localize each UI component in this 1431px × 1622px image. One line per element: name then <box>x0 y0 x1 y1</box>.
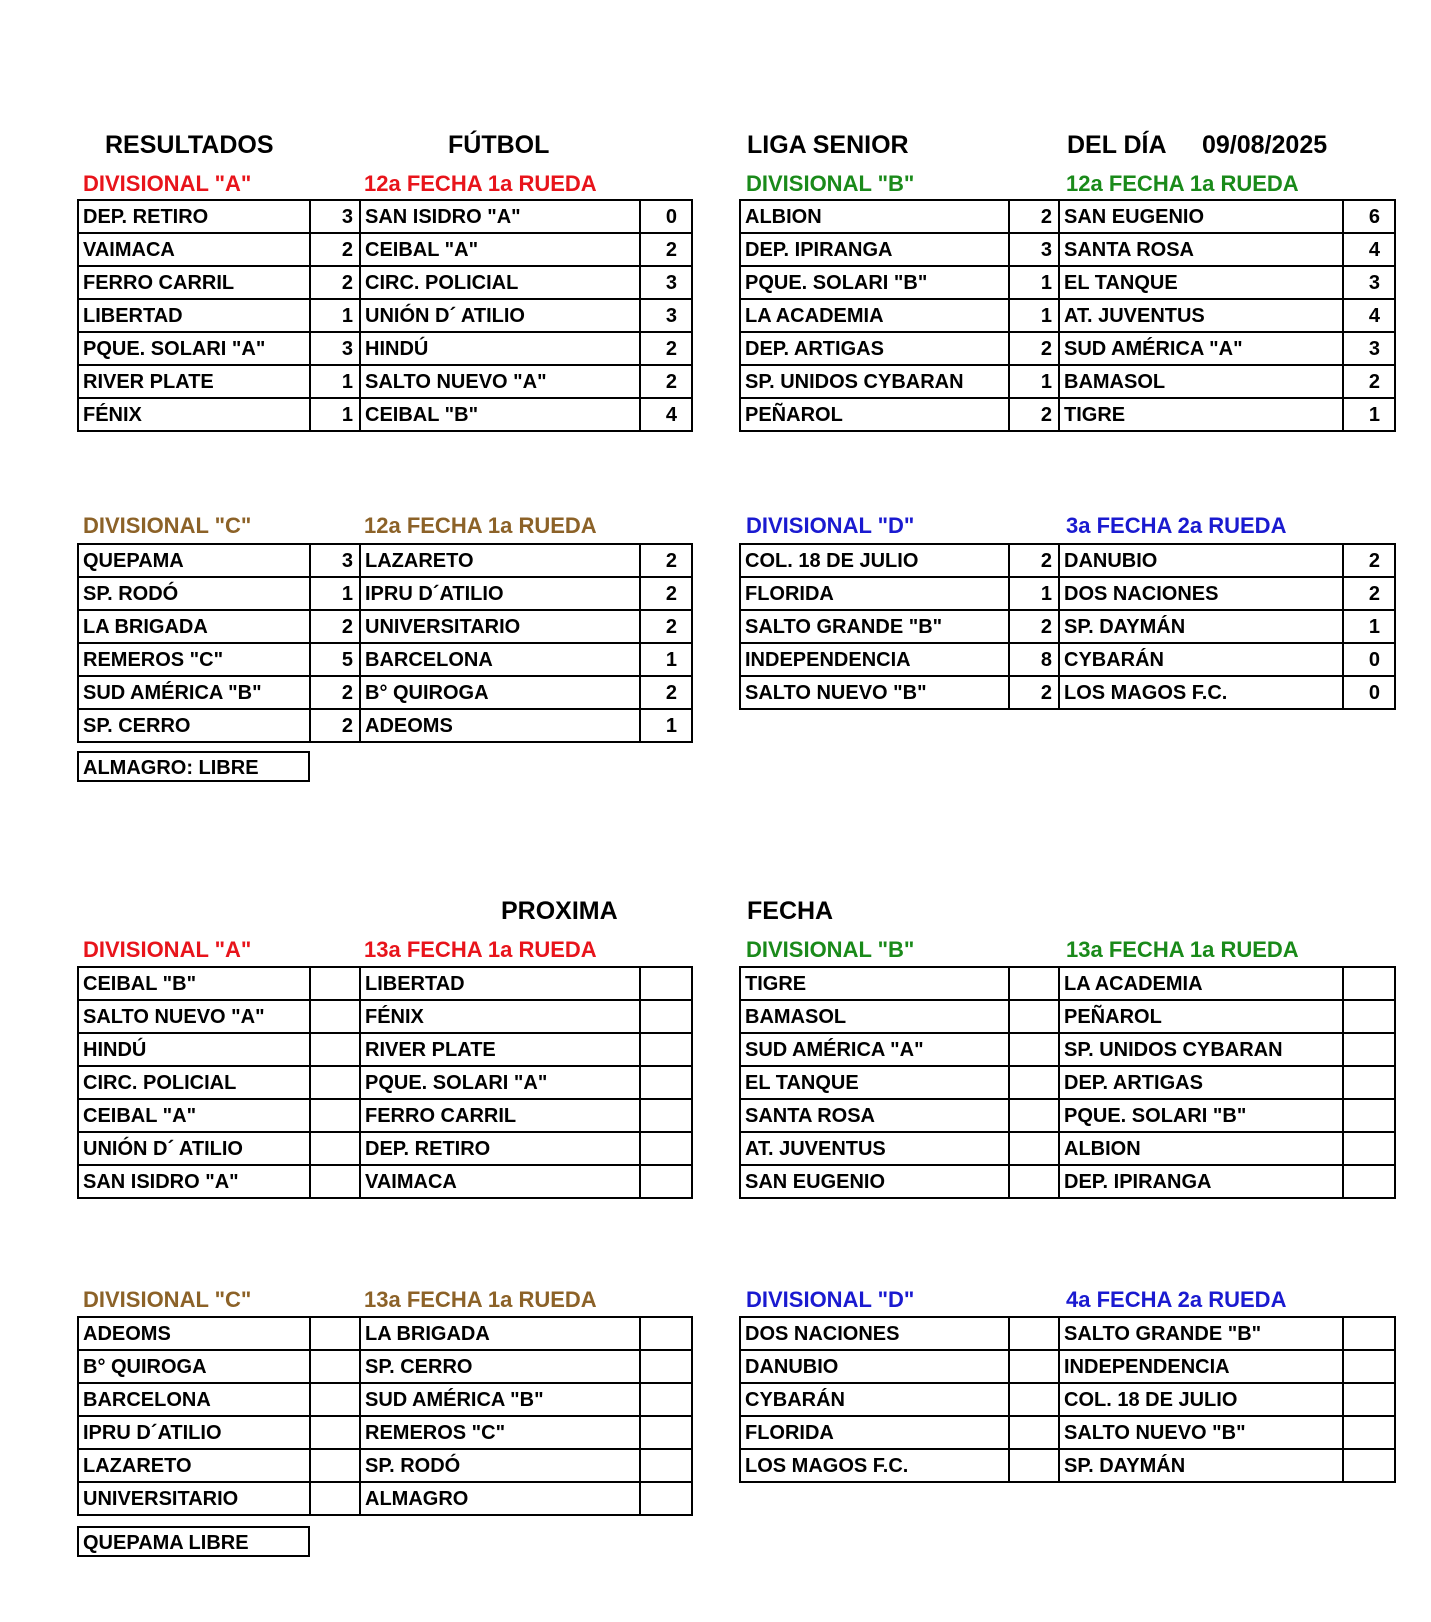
away-team-cell: DEP. ARTIGAS <box>1059 1066 1343 1099</box>
away-score-cell <box>640 967 692 1000</box>
away-score-cell <box>1343 1033 1395 1066</box>
next-d-round: 4a FECHA 2a RUEDA <box>1066 1287 1287 1312</box>
away-score-cell: 2 <box>1343 544 1395 577</box>
away-team-cell: SP. DAYMÁN <box>1059 610 1343 643</box>
away-team-cell: SAN ISIDRO "A" <box>360 200 640 233</box>
match-row <box>78 577 692 610</box>
home-team-cell: LIBERTAD <box>78 299 310 332</box>
away-team-cell: RIVER PLATE <box>360 1033 640 1066</box>
match-row <box>78 1099 692 1132</box>
home-score-cell <box>310 1317 360 1350</box>
home-team-cell: DANUBIO <box>740 1350 1009 1383</box>
home-team-cell: FLORIDA <box>740 1416 1009 1449</box>
home-score-cell <box>1009 1317 1059 1350</box>
match-row <box>78 1449 692 1482</box>
match-row <box>78 365 692 398</box>
away-team-cell: ADEOMS <box>360 709 640 742</box>
home-team-cell: RIVER PLATE <box>78 365 310 398</box>
home-score-cell <box>310 1449 360 1482</box>
next-b-division: DIVISIONAL "B" <box>746 937 915 962</box>
home-team-cell: DEP. ARTIGAS <box>740 332 1009 365</box>
match-row <box>740 398 1395 431</box>
away-team-cell: IPRU D´ATILIO <box>360 577 640 610</box>
away-score-cell: 3 <box>1343 266 1395 299</box>
away-team-cell: SAN EUGENIO <box>1059 200 1343 233</box>
home-team-cell: ADEOMS <box>78 1317 310 1350</box>
away-team-cell: AT. JUVENTUS <box>1059 299 1343 332</box>
away-score-cell <box>1343 1066 1395 1099</box>
home-team-cell: SP. UNIDOS CYBARAN <box>740 365 1009 398</box>
away-team-cell: FERRO CARRIL <box>360 1099 640 1132</box>
home-team-cell: UNIÓN D´ ATILIO <box>78 1132 310 1165</box>
next-a-division: DIVISIONAL "A" <box>83 937 252 962</box>
away-score-cell <box>640 1449 692 1482</box>
away-team-cell: EL TANQUE <box>1059 266 1343 299</box>
home-score-cell <box>310 1350 360 1383</box>
home-score-cell: 1 <box>1009 266 1059 299</box>
next-c-round: 13a FECHA 1a RUEDA <box>364 1287 597 1312</box>
away-team-cell: ALBION <box>1059 1132 1343 1165</box>
match-row <box>78 1383 692 1416</box>
home-team-cell: REMEROS "C" <box>78 643 310 676</box>
match-row <box>740 967 1395 1000</box>
away-score-cell: 0 <box>1343 643 1395 676</box>
home-score-cell <box>310 1383 360 1416</box>
match-row <box>740 1165 1395 1198</box>
home-score-cell <box>1009 1383 1059 1416</box>
home-score-cell: 3 <box>310 332 360 365</box>
home-score-cell <box>310 1066 360 1099</box>
away-score-cell <box>640 1033 692 1066</box>
results-b-round: 12a FECHA 1a RUEDA <box>1066 171 1299 196</box>
home-team-cell: LA BRIGADA <box>78 610 310 643</box>
away-team-cell: LA BRIGADA <box>360 1317 640 1350</box>
home-team-cell: SALTO NUEVO "B" <box>740 676 1009 709</box>
match-row <box>740 233 1395 266</box>
away-team-cell: SUD AMÉRICA "A" <box>1059 332 1343 365</box>
match-row <box>78 1000 692 1033</box>
home-score-cell: 2 <box>1009 200 1059 233</box>
home-team-cell: AT. JUVENTUS <box>740 1132 1009 1165</box>
away-score-cell: 3 <box>640 299 692 332</box>
away-score-cell <box>640 1317 692 1350</box>
match-row <box>78 676 692 709</box>
home-team-cell: HINDÚ <box>78 1033 310 1066</box>
match-row <box>78 709 692 742</box>
away-score-cell: 2 <box>1343 365 1395 398</box>
home-team-cell: CEIBAL "B" <box>78 967 310 1000</box>
home-team-cell: INDEPENDENCIA <box>740 643 1009 676</box>
away-score-cell <box>640 1165 692 1198</box>
away-score-cell: 2 <box>640 544 692 577</box>
away-score-cell: 6 <box>1343 200 1395 233</box>
away-team-cell: SP. DAYMÁN <box>1059 1449 1343 1482</box>
home-score-cell: 2 <box>310 233 360 266</box>
away-score-cell: 2 <box>640 332 692 365</box>
home-team-cell: SP. RODÓ <box>78 577 310 610</box>
match-row <box>740 544 1395 577</box>
home-team-cell: VAIMACA <box>78 233 310 266</box>
home-score-cell: 2 <box>310 709 360 742</box>
match-row <box>740 299 1395 332</box>
results-d-round: 3a FECHA 2a RUEDA <box>1066 513 1287 538</box>
match-row <box>78 967 692 1000</box>
home-team-cell: DOS NACIONES <box>740 1317 1009 1350</box>
away-team-cell: UNIVERSITARIO <box>360 610 640 643</box>
home-team-cell: LOS MAGOS F.C. <box>740 1449 1009 1482</box>
home-team-cell: LAZARETO <box>78 1449 310 1482</box>
home-team-cell: FÉNIX <box>78 398 310 431</box>
results-b-division: DIVISIONAL "B" <box>746 171 915 196</box>
away-score-cell: 1 <box>640 709 692 742</box>
away-team-cell: BARCELONA <box>360 643 640 676</box>
home-score-cell: 1 <box>310 398 360 431</box>
home-score-cell: 1 <box>1009 299 1059 332</box>
results-a-division: DIVISIONAL "A" <box>83 171 252 196</box>
home-team-cell: BARCELONA <box>78 1383 310 1416</box>
away-team-cell: LIBERTAD <box>360 967 640 1000</box>
away-score-cell <box>640 1066 692 1099</box>
away-team-cell: TIGRE <box>1059 398 1343 431</box>
away-score-cell <box>1343 1099 1395 1132</box>
away-team-cell: SUD AMÉRICA "B" <box>360 1383 640 1416</box>
home-score-cell: 2 <box>310 610 360 643</box>
away-score-cell <box>1343 1132 1395 1165</box>
title-proxima: PROXIMA <box>501 897 618 925</box>
match-row <box>740 1033 1395 1066</box>
match-row <box>740 332 1395 365</box>
home-score-cell: 2 <box>1009 332 1059 365</box>
home-team-cell: SALTO GRANDE "B" <box>740 610 1009 643</box>
home-score-cell: 1 <box>310 299 360 332</box>
home-team-cell: LA ACADEMIA <box>740 299 1009 332</box>
home-team-cell: ALBION <box>740 200 1009 233</box>
away-score-cell <box>1343 1165 1395 1198</box>
away-score-cell: 3 <box>1343 332 1395 365</box>
away-score-cell <box>640 1099 692 1132</box>
results-a-table <box>77 199 693 432</box>
next-a-table <box>77 966 693 1199</box>
away-team-cell: DEP. RETIRO <box>360 1132 640 1165</box>
home-team-cell: UNIVERSITARIO <box>78 1482 310 1515</box>
home-score-cell <box>310 1165 360 1198</box>
away-score-cell: 4 <box>640 398 692 431</box>
results-c-free: ALMAGRO: LIBRE <box>77 751 310 782</box>
match-row <box>740 200 1395 233</box>
away-score-cell: 2 <box>640 577 692 610</box>
title-del-dia: DEL DÍA <box>1067 131 1167 159</box>
home-score-cell <box>310 1132 360 1165</box>
results-d-table <box>739 543 1396 710</box>
home-score-cell <box>1009 967 1059 1000</box>
home-score-cell <box>310 1482 360 1515</box>
home-team-cell: SAN EUGENIO <box>740 1165 1009 1198</box>
results-b-table <box>739 199 1396 432</box>
home-team-cell: PEÑAROL <box>740 398 1009 431</box>
match-row <box>78 643 692 676</box>
home-score-cell <box>1009 1066 1059 1099</box>
away-team-cell: SALTO NUEVO "A" <box>360 365 640 398</box>
away-score-cell <box>1343 1000 1395 1033</box>
next-b-table <box>739 966 1396 1199</box>
match-row <box>740 1066 1395 1099</box>
away-team-cell: DEP. IPIRANGA <box>1059 1165 1343 1198</box>
match-row <box>740 1000 1395 1033</box>
match-row <box>740 266 1395 299</box>
away-score-cell: 2 <box>640 233 692 266</box>
away-score-cell <box>1343 1449 1395 1482</box>
away-team-cell: COL. 18 DE JULIO <box>1059 1383 1343 1416</box>
away-team-cell: PEÑAROL <box>1059 1000 1343 1033</box>
home-team-cell: CIRC. POLICIAL <box>78 1066 310 1099</box>
match-row <box>78 1416 692 1449</box>
home-team-cell: B° QUIROGA <box>78 1350 310 1383</box>
home-score-cell: 2 <box>1009 676 1059 709</box>
match-row <box>78 200 692 233</box>
home-score-cell: 2 <box>1009 544 1059 577</box>
away-team-cell: B° QUIROGA <box>360 676 640 709</box>
match-row <box>740 1383 1395 1416</box>
home-team-cell: CEIBAL "A" <box>78 1099 310 1132</box>
away-score-cell <box>640 1132 692 1165</box>
home-score-cell: 3 <box>310 544 360 577</box>
away-team-cell: INDEPENDENCIA <box>1059 1350 1343 1383</box>
home-score-cell <box>1009 1099 1059 1132</box>
match-row <box>78 1066 692 1099</box>
home-team-cell: DEP. IPIRANGA <box>740 233 1009 266</box>
away-team-cell: SP. CERRO <box>360 1350 640 1383</box>
home-score-cell: 3 <box>1009 233 1059 266</box>
away-team-cell: SALTO GRANDE "B" <box>1059 1317 1343 1350</box>
away-score-cell <box>640 1383 692 1416</box>
home-score-cell: 1 <box>1009 365 1059 398</box>
away-score-cell <box>640 1482 692 1515</box>
home-score-cell <box>310 967 360 1000</box>
title-futbol: FÚTBOL <box>448 131 550 159</box>
home-team-cell: DEP. RETIRO <box>78 200 310 233</box>
match-row <box>78 299 692 332</box>
home-score-cell <box>1009 1033 1059 1066</box>
away-score-cell: 2 <box>1343 577 1395 610</box>
home-score-cell <box>1009 1449 1059 1482</box>
results-c-round: 12a FECHA 1a RUEDA <box>364 513 597 538</box>
home-team-cell: SALTO NUEVO "A" <box>78 1000 310 1033</box>
match-row <box>740 1099 1395 1132</box>
home-score-cell <box>310 1416 360 1449</box>
match-row <box>740 676 1395 709</box>
results-c-division: DIVISIONAL "C" <box>83 513 252 538</box>
away-score-cell: 1 <box>1343 398 1395 431</box>
away-score-cell: 4 <box>1343 233 1395 266</box>
match-row <box>78 233 692 266</box>
match-row <box>78 266 692 299</box>
home-score-cell: 1 <box>1009 577 1059 610</box>
home-team-cell: BAMASOL <box>740 1000 1009 1033</box>
away-team-cell: FÉNIX <box>360 1000 640 1033</box>
next-b-round: 13a FECHA 1a RUEDA <box>1066 937 1299 962</box>
home-score-cell <box>310 1099 360 1132</box>
home-team-cell: TIGRE <box>740 967 1009 1000</box>
next-c-division: DIVISIONAL "C" <box>83 1287 252 1312</box>
home-score-cell <box>1009 1132 1059 1165</box>
match-row <box>78 1132 692 1165</box>
away-team-cell: PQUE. SOLARI "B" <box>1059 1099 1343 1132</box>
away-team-cell: REMEROS "C" <box>360 1416 640 1449</box>
home-score-cell: 8 <box>1009 643 1059 676</box>
home-score-cell <box>1009 1165 1059 1198</box>
match-row <box>740 1132 1395 1165</box>
away-score-cell <box>1343 1350 1395 1383</box>
match-row <box>740 610 1395 643</box>
away-team-cell: ALMAGRO <box>360 1482 640 1515</box>
match-row <box>740 1449 1395 1482</box>
away-team-cell: DOS NACIONES <box>1059 577 1343 610</box>
next-d-division: DIVISIONAL "D" <box>746 1287 915 1312</box>
home-score-cell <box>1009 1350 1059 1383</box>
home-score-cell <box>1009 1000 1059 1033</box>
away-score-cell: 2 <box>640 365 692 398</box>
next-a-round: 13a FECHA 1a RUEDA <box>364 937 597 962</box>
away-team-cell: DANUBIO <box>1059 544 1343 577</box>
home-team-cell: SAN ISIDRO "A" <box>78 1165 310 1198</box>
away-score-cell: 2 <box>640 676 692 709</box>
away-score-cell <box>1343 1317 1395 1350</box>
away-team-cell: LOS MAGOS F.C. <box>1059 676 1343 709</box>
match-row <box>78 398 692 431</box>
home-team-cell: SUD AMÉRICA "A" <box>740 1033 1009 1066</box>
away-team-cell: PQUE. SOLARI "A" <box>360 1066 640 1099</box>
match-row <box>78 332 692 365</box>
away-team-cell: VAIMACA <box>360 1165 640 1198</box>
match-row <box>78 544 692 577</box>
home-score-cell: 2 <box>310 676 360 709</box>
away-team-cell: CEIBAL "A" <box>360 233 640 266</box>
match-row <box>78 610 692 643</box>
home-team-cell: PQUE. SOLARI "A" <box>78 332 310 365</box>
results-d-division: DIVISIONAL "D" <box>746 513 915 538</box>
home-team-cell: SUD AMÉRICA "B" <box>78 676 310 709</box>
home-team-cell: FERRO CARRIL <box>78 266 310 299</box>
home-team-cell: QUEPAMA <box>78 544 310 577</box>
away-team-cell: SANTA ROSA <box>1059 233 1343 266</box>
away-score-cell <box>1343 967 1395 1000</box>
match-row <box>740 1317 1395 1350</box>
home-team-cell: CYBARÁN <box>740 1383 1009 1416</box>
match-row <box>78 1033 692 1066</box>
match-row <box>740 1350 1395 1383</box>
away-score-cell <box>640 1416 692 1449</box>
title-liga-senior: LIGA SENIOR <box>747 131 909 159</box>
home-team-cell: SANTA ROSA <box>740 1099 1009 1132</box>
home-score-cell <box>310 1000 360 1033</box>
away-team-cell: SP. RODÓ <box>360 1449 640 1482</box>
away-team-cell: BAMASOL <box>1059 365 1343 398</box>
home-score-cell <box>310 1033 360 1066</box>
match-row <box>78 1317 692 1350</box>
away-score-cell <box>640 1350 692 1383</box>
match-row <box>78 1165 692 1198</box>
match-row <box>78 1482 692 1515</box>
away-score-cell <box>1343 1416 1395 1449</box>
home-score-cell: 2 <box>1009 610 1059 643</box>
away-score-cell: 1 <box>640 643 692 676</box>
home-score-cell <box>1009 1416 1059 1449</box>
results-a-round: 12a FECHA 1a RUEDA <box>364 171 597 196</box>
results-c-table <box>77 543 693 743</box>
home-score-cell: 5 <box>310 643 360 676</box>
home-score-cell: 1 <box>310 365 360 398</box>
home-score-cell: 3 <box>310 200 360 233</box>
away-score-cell: 2 <box>640 610 692 643</box>
away-team-cell: HINDÚ <box>360 332 640 365</box>
next-d-table <box>739 1316 1396 1483</box>
match-row <box>740 643 1395 676</box>
away-team-cell: CEIBAL "B" <box>360 398 640 431</box>
next-c-free: QUEPAMA LIBRE <box>77 1526 310 1557</box>
home-team-cell: EL TANQUE <box>740 1066 1009 1099</box>
away-score-cell <box>640 1000 692 1033</box>
match-row <box>740 365 1395 398</box>
away-team-cell: LAZARETO <box>360 544 640 577</box>
title-date: 09/08/2025 <box>1202 131 1328 159</box>
home-team-cell: IPRU D´ATILIO <box>78 1416 310 1449</box>
title-resultados: RESULTADOS <box>105 131 274 159</box>
home-team-cell: PQUE. SOLARI "B" <box>740 266 1009 299</box>
away-score-cell: 4 <box>1343 299 1395 332</box>
home-score-cell: 2 <box>1009 398 1059 431</box>
home-score-cell: 2 <box>310 266 360 299</box>
next-c-table <box>77 1316 693 1516</box>
away-team-cell: CYBARÁN <box>1059 643 1343 676</box>
away-score-cell: 0 <box>640 200 692 233</box>
away-score-cell: 3 <box>640 266 692 299</box>
away-team-cell: SP. UNIDOS CYBARAN <box>1059 1033 1343 1066</box>
match-row <box>740 1416 1395 1449</box>
away-score-cell <box>1343 1383 1395 1416</box>
home-team-cell: FLORIDA <box>740 577 1009 610</box>
title-fecha: FECHA <box>747 897 834 925</box>
away-team-cell: CIRC. POLICIAL <box>360 266 640 299</box>
home-team-cell: COL. 18 DE JULIO <box>740 544 1009 577</box>
home-team-cell: SP. CERRO <box>78 709 310 742</box>
match-row <box>740 577 1395 610</box>
away-team-cell: UNIÓN D´ ATILIO <box>360 299 640 332</box>
away-team-cell: LA ACADEMIA <box>1059 967 1343 1000</box>
away-score-cell: 0 <box>1343 676 1395 709</box>
match-row <box>78 1350 692 1383</box>
away-team-cell: SALTO NUEVO "B" <box>1059 1416 1343 1449</box>
home-score-cell: 1 <box>310 577 360 610</box>
away-score-cell: 1 <box>1343 610 1395 643</box>
